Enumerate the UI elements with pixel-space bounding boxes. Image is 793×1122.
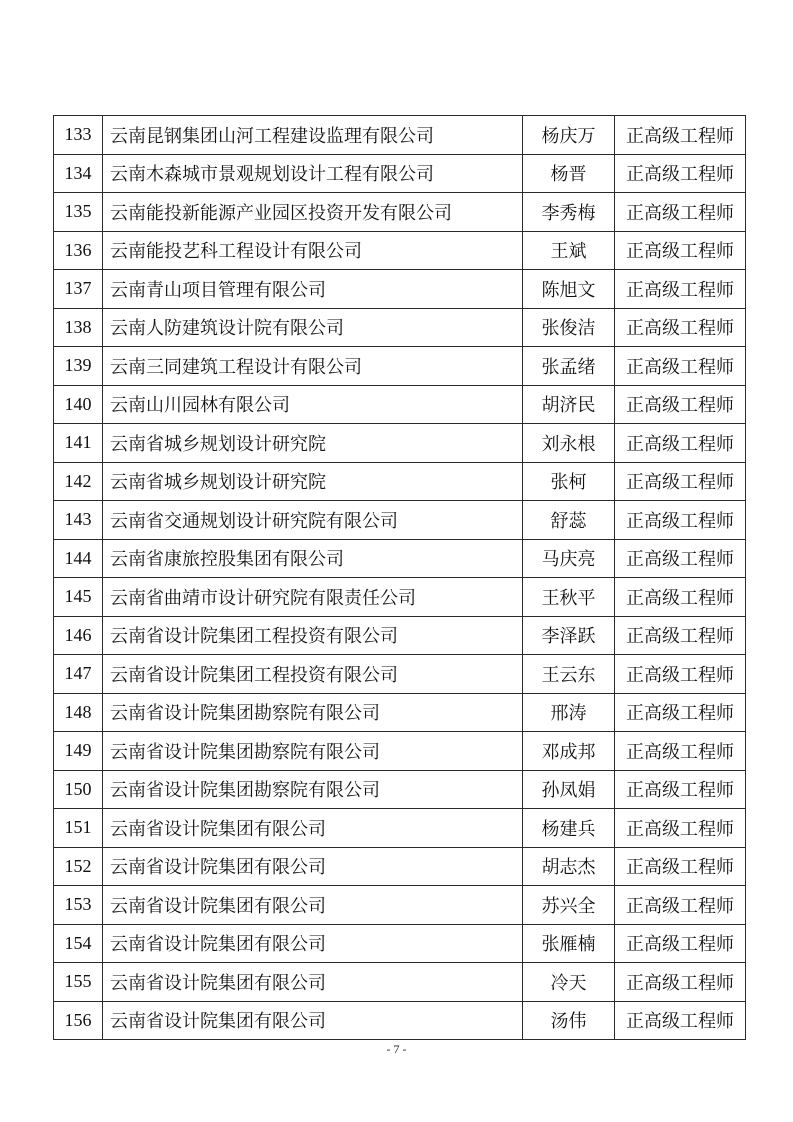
table-row [54, 308, 746, 347]
person-name-cell: 王云东 [523, 655, 615, 694]
organization-cell: 云南人防建筑设计院有限公司 [103, 308, 523, 347]
job-title-cell: 正高级工程师 [615, 231, 746, 270]
organization-cell: 云南省康旅控股集团有限公司 [103, 539, 523, 578]
person-name-cell: 汤伟 [523, 1001, 615, 1040]
row-number-cell: 134 [54, 154, 103, 193]
row-number-cell: 145 [54, 578, 103, 617]
job-title-cell: 正高级工程师 [615, 578, 746, 617]
person-name-cell: 王秋平 [523, 578, 615, 617]
person-name-cell: 张俊洁 [523, 308, 615, 347]
table-row [54, 963, 746, 1002]
job-title-cell: 正高级工程师 [615, 462, 746, 501]
person-name-cell: 胡志杰 [523, 847, 615, 886]
job-title-cell: 正高级工程师 [615, 693, 746, 732]
table-row [54, 809, 746, 848]
person-name-cell: 苏兴全 [523, 886, 615, 925]
table-row [54, 116, 746, 155]
person-name-cell: 杨晋 [523, 154, 615, 193]
row-number-cell: 151 [54, 809, 103, 848]
organization-cell: 云南能投新能源产业园区投资开发有限公司 [103, 193, 523, 232]
table-row [54, 385, 746, 424]
row-number-cell: 135 [54, 193, 103, 232]
table-row [54, 539, 746, 578]
organization-cell: 云南三同建筑工程设计有限公司 [103, 347, 523, 386]
row-number-cell: 149 [54, 732, 103, 771]
row-number-cell: 147 [54, 655, 103, 694]
job-title-cell: 正高级工程师 [615, 385, 746, 424]
table-row [54, 231, 746, 270]
page-number: - 7 - [386, 1042, 407, 1056]
organization-cell: 云南省设计院集团有限公司 [103, 886, 523, 925]
job-title-cell: 正高级工程师 [615, 308, 746, 347]
row-number-cell: 152 [54, 847, 103, 886]
job-title-cell: 正高级工程师 [615, 501, 746, 540]
organization-cell: 云南省设计院集团工程投资有限公司 [103, 655, 523, 694]
row-number-cell: 143 [54, 501, 103, 540]
job-title-cell: 正高级工程师 [615, 193, 746, 232]
row-number-cell: 136 [54, 231, 103, 270]
table-row [54, 193, 746, 232]
organization-cell: 云南能投艺科工程设计有限公司 [103, 231, 523, 270]
person-name-cell: 李泽跃 [523, 616, 615, 655]
row-number-cell: 133 [54, 116, 103, 155]
job-title-cell: 正高级工程师 [615, 270, 746, 309]
person-name-cell: 孙凤娟 [523, 770, 615, 809]
person-name-cell: 杨建兵 [523, 809, 615, 848]
table-row [54, 924, 746, 963]
job-title-cell: 正高级工程师 [615, 655, 746, 694]
organization-cell: 云南省曲靖市设计研究院有限责任公司 [103, 578, 523, 617]
organization-cell: 云南昆钢集团山河工程建设监理有限公司 [103, 116, 523, 155]
row-number-cell: 156 [54, 1001, 103, 1040]
table-row [54, 424, 746, 463]
job-title-cell: 正高级工程师 [615, 809, 746, 848]
table-row [54, 578, 746, 617]
table-row [54, 270, 746, 309]
person-name-cell: 王斌 [523, 231, 615, 270]
organization-cell: 云南省设计院集团有限公司 [103, 963, 523, 1002]
job-title-cell: 正高级工程师 [615, 924, 746, 963]
row-number-cell: 150 [54, 770, 103, 809]
organization-cell: 云南省城乡规划设计研究院 [103, 424, 523, 463]
person-name-cell: 胡济民 [523, 385, 615, 424]
person-name-cell: 邓成邦 [523, 732, 615, 771]
organization-cell: 云南省设计院集团勘察院有限公司 [103, 770, 523, 809]
person-name-cell: 刘永根 [523, 424, 615, 463]
table-row [54, 732, 746, 771]
organization-cell: 云南省设计院集团有限公司 [103, 1001, 523, 1040]
row-number-cell: 139 [54, 347, 103, 386]
row-number-cell: 146 [54, 616, 103, 655]
person-name-cell: 马庆亮 [523, 539, 615, 578]
job-title-cell: 正高级工程师 [615, 116, 746, 155]
table-row [54, 347, 746, 386]
organization-cell: 云南省设计院集团有限公司 [103, 847, 523, 886]
organization-cell: 云南省交通规划设计研究院有限公司 [103, 501, 523, 540]
organization-cell: 云南山川园林有限公司 [103, 385, 523, 424]
person-name-cell: 张雁楠 [523, 924, 615, 963]
job-title-cell: 正高级工程师 [615, 347, 746, 386]
organization-cell: 云南木森城市景观规划设计工程有限公司 [103, 154, 523, 193]
row-number-cell: 138 [54, 308, 103, 347]
row-number-cell: 144 [54, 539, 103, 578]
person-name-cell: 杨庆万 [523, 116, 615, 155]
table-row [54, 1001, 746, 1040]
table-row [54, 154, 746, 193]
job-title-cell: 正高级工程师 [615, 770, 746, 809]
job-title-cell: 正高级工程师 [615, 539, 746, 578]
table-row [54, 770, 746, 809]
job-title-cell: 正高级工程师 [615, 963, 746, 1002]
table-row [54, 655, 746, 694]
row-number-cell: 137 [54, 270, 103, 309]
job-title-cell: 正高级工程师 [615, 1001, 746, 1040]
row-number-cell: 154 [54, 924, 103, 963]
person-name-cell: 舒蕊 [523, 501, 615, 540]
person-name-cell: 张柯 [523, 462, 615, 501]
row-number-cell: 142 [54, 462, 103, 501]
person-name-cell: 冷天 [523, 963, 615, 1002]
job-title-cell: 正高级工程师 [615, 732, 746, 771]
organization-cell: 云南省设计院集团有限公司 [103, 924, 523, 963]
person-name-cell: 邢涛 [523, 693, 615, 732]
table-row [54, 886, 746, 925]
job-title-cell: 正高级工程师 [615, 847, 746, 886]
job-title-cell: 正高级工程师 [615, 886, 746, 925]
roster-table [53, 115, 746, 1040]
table-row [54, 847, 746, 886]
row-number-cell: 155 [54, 963, 103, 1002]
roster-table-body [54, 116, 746, 1040]
row-number-cell: 141 [54, 424, 103, 463]
table-row [54, 462, 746, 501]
job-title-cell: 正高级工程师 [615, 616, 746, 655]
person-name-cell: 陈旭文 [523, 270, 615, 309]
job-title-cell: 正高级工程师 [615, 154, 746, 193]
person-name-cell: 李秀梅 [523, 193, 615, 232]
table-row [54, 616, 746, 655]
row-number-cell: 148 [54, 693, 103, 732]
person-name-cell: 张孟绪 [523, 347, 615, 386]
table-row [54, 501, 746, 540]
table-row [54, 693, 746, 732]
organization-cell: 云南省城乡规划设计研究院 [103, 462, 523, 501]
organization-cell: 云南省设计院集团工程投资有限公司 [103, 616, 523, 655]
row-number-cell: 153 [54, 886, 103, 925]
row-number-cell: 140 [54, 385, 103, 424]
organization-cell: 云南青山项目管理有限公司 [103, 270, 523, 309]
organization-cell: 云南省设计院集团有限公司 [103, 809, 523, 848]
organization-cell: 云南省设计院集团勘察院有限公司 [103, 693, 523, 732]
organization-cell: 云南省设计院集团勘察院有限公司 [103, 732, 523, 771]
job-title-cell: 正高级工程师 [615, 424, 746, 463]
